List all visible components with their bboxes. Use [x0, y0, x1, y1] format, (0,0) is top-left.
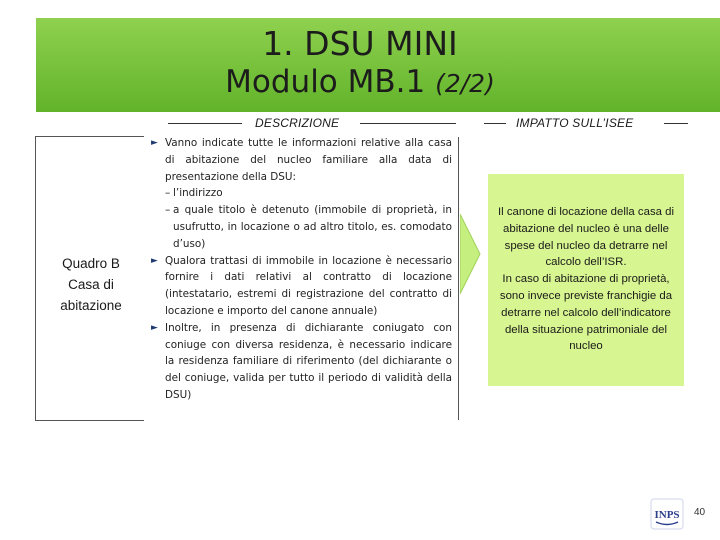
impact-header-rule-right — [664, 123, 688, 124]
impact-paragraph: In caso di abitazione di proprietà, sono invece previste franchigie da detrarre nel calcolo dell’indicatore della situazione patrimoniale del nucleo — [499, 273, 673, 353]
dash-icon: – — [165, 187, 171, 200]
bullet-text: Qualora trattasi di immobile in locazione è necessario fornire i dati relativi al contratto di locazione (intestatario, estremi di registrazione del contratto di locazione e importo del canone annuale) — [165, 254, 452, 317]
logo-text: INPS — [654, 509, 680, 521]
section-label-line: abitazione — [60, 298, 122, 313]
bullet-text: Inoltre, in presenza di dichiarante coniugato con coniuge con diversa residenza, è necessario indicare la residenza familiare di riferimento (del dichiarante o del coniuge, valida per tutto il periodo di validità della DSU) — [165, 321, 452, 401]
slide-subtitle — [0, 64, 720, 100]
bullet-text: Vanno indicate tutte le informazioni relative alla casa di abitazione del nucleo familiare alla data di presentazione della DSU: — [165, 137, 452, 183]
right-arrow-icon — [460, 214, 482, 294]
impact-header-rule-left — [484, 123, 506, 124]
section-label-line: Quadro B — [62, 256, 120, 271]
description-bullet — [150, 320, 452, 404]
slide-title: 1. DSU MINI — [262, 24, 458, 63]
description-header-rule-left — [168, 123, 242, 124]
dash-icon: – — [165, 204, 171, 217]
impact-header: IMPATTO SULL’ISEE — [516, 116, 634, 130]
bullet-arrow-icon: ► — [151, 322, 158, 333]
subtitle-page-indicator: (2/2) — [435, 69, 495, 98]
description-bullet — [150, 135, 452, 185]
section-label — [42, 253, 140, 316]
description-subitem — [150, 202, 452, 252]
section-label-line: Casa di — [68, 277, 114, 292]
bullet-arrow-icon: ► — [151, 255, 158, 266]
impact-box — [488, 174, 684, 386]
inps-logo — [650, 497, 684, 531]
description-header-rule-right — [360, 123, 456, 124]
description-header: DESCRIZIONE — [255, 116, 340, 130]
description-bullet — [150, 253, 452, 320]
bullet-arrow-icon: ► — [151, 138, 158, 148]
description-text — [150, 135, 452, 404]
page-number: 40 — [694, 507, 706, 518]
impact-paragraph: Il canone di locazione della casa di abitazione del nucleo è una delle spese del nucleo da detrarre nel calcolo dell’ISR. — [497, 206, 675, 269]
subitem-text: a quale titolo è detenuto (immobile di proprietà, in usufrutto, in locazione o ad altro titolo, es. comodato d’uso) — [173, 204, 452, 250]
column-divider — [458, 137, 459, 420]
subitem-text: l’indirizzo — [173, 187, 223, 200]
subtitle-main: Modulo MB.1 — [225, 64, 436, 100]
description-subitem — [150, 185, 452, 202]
